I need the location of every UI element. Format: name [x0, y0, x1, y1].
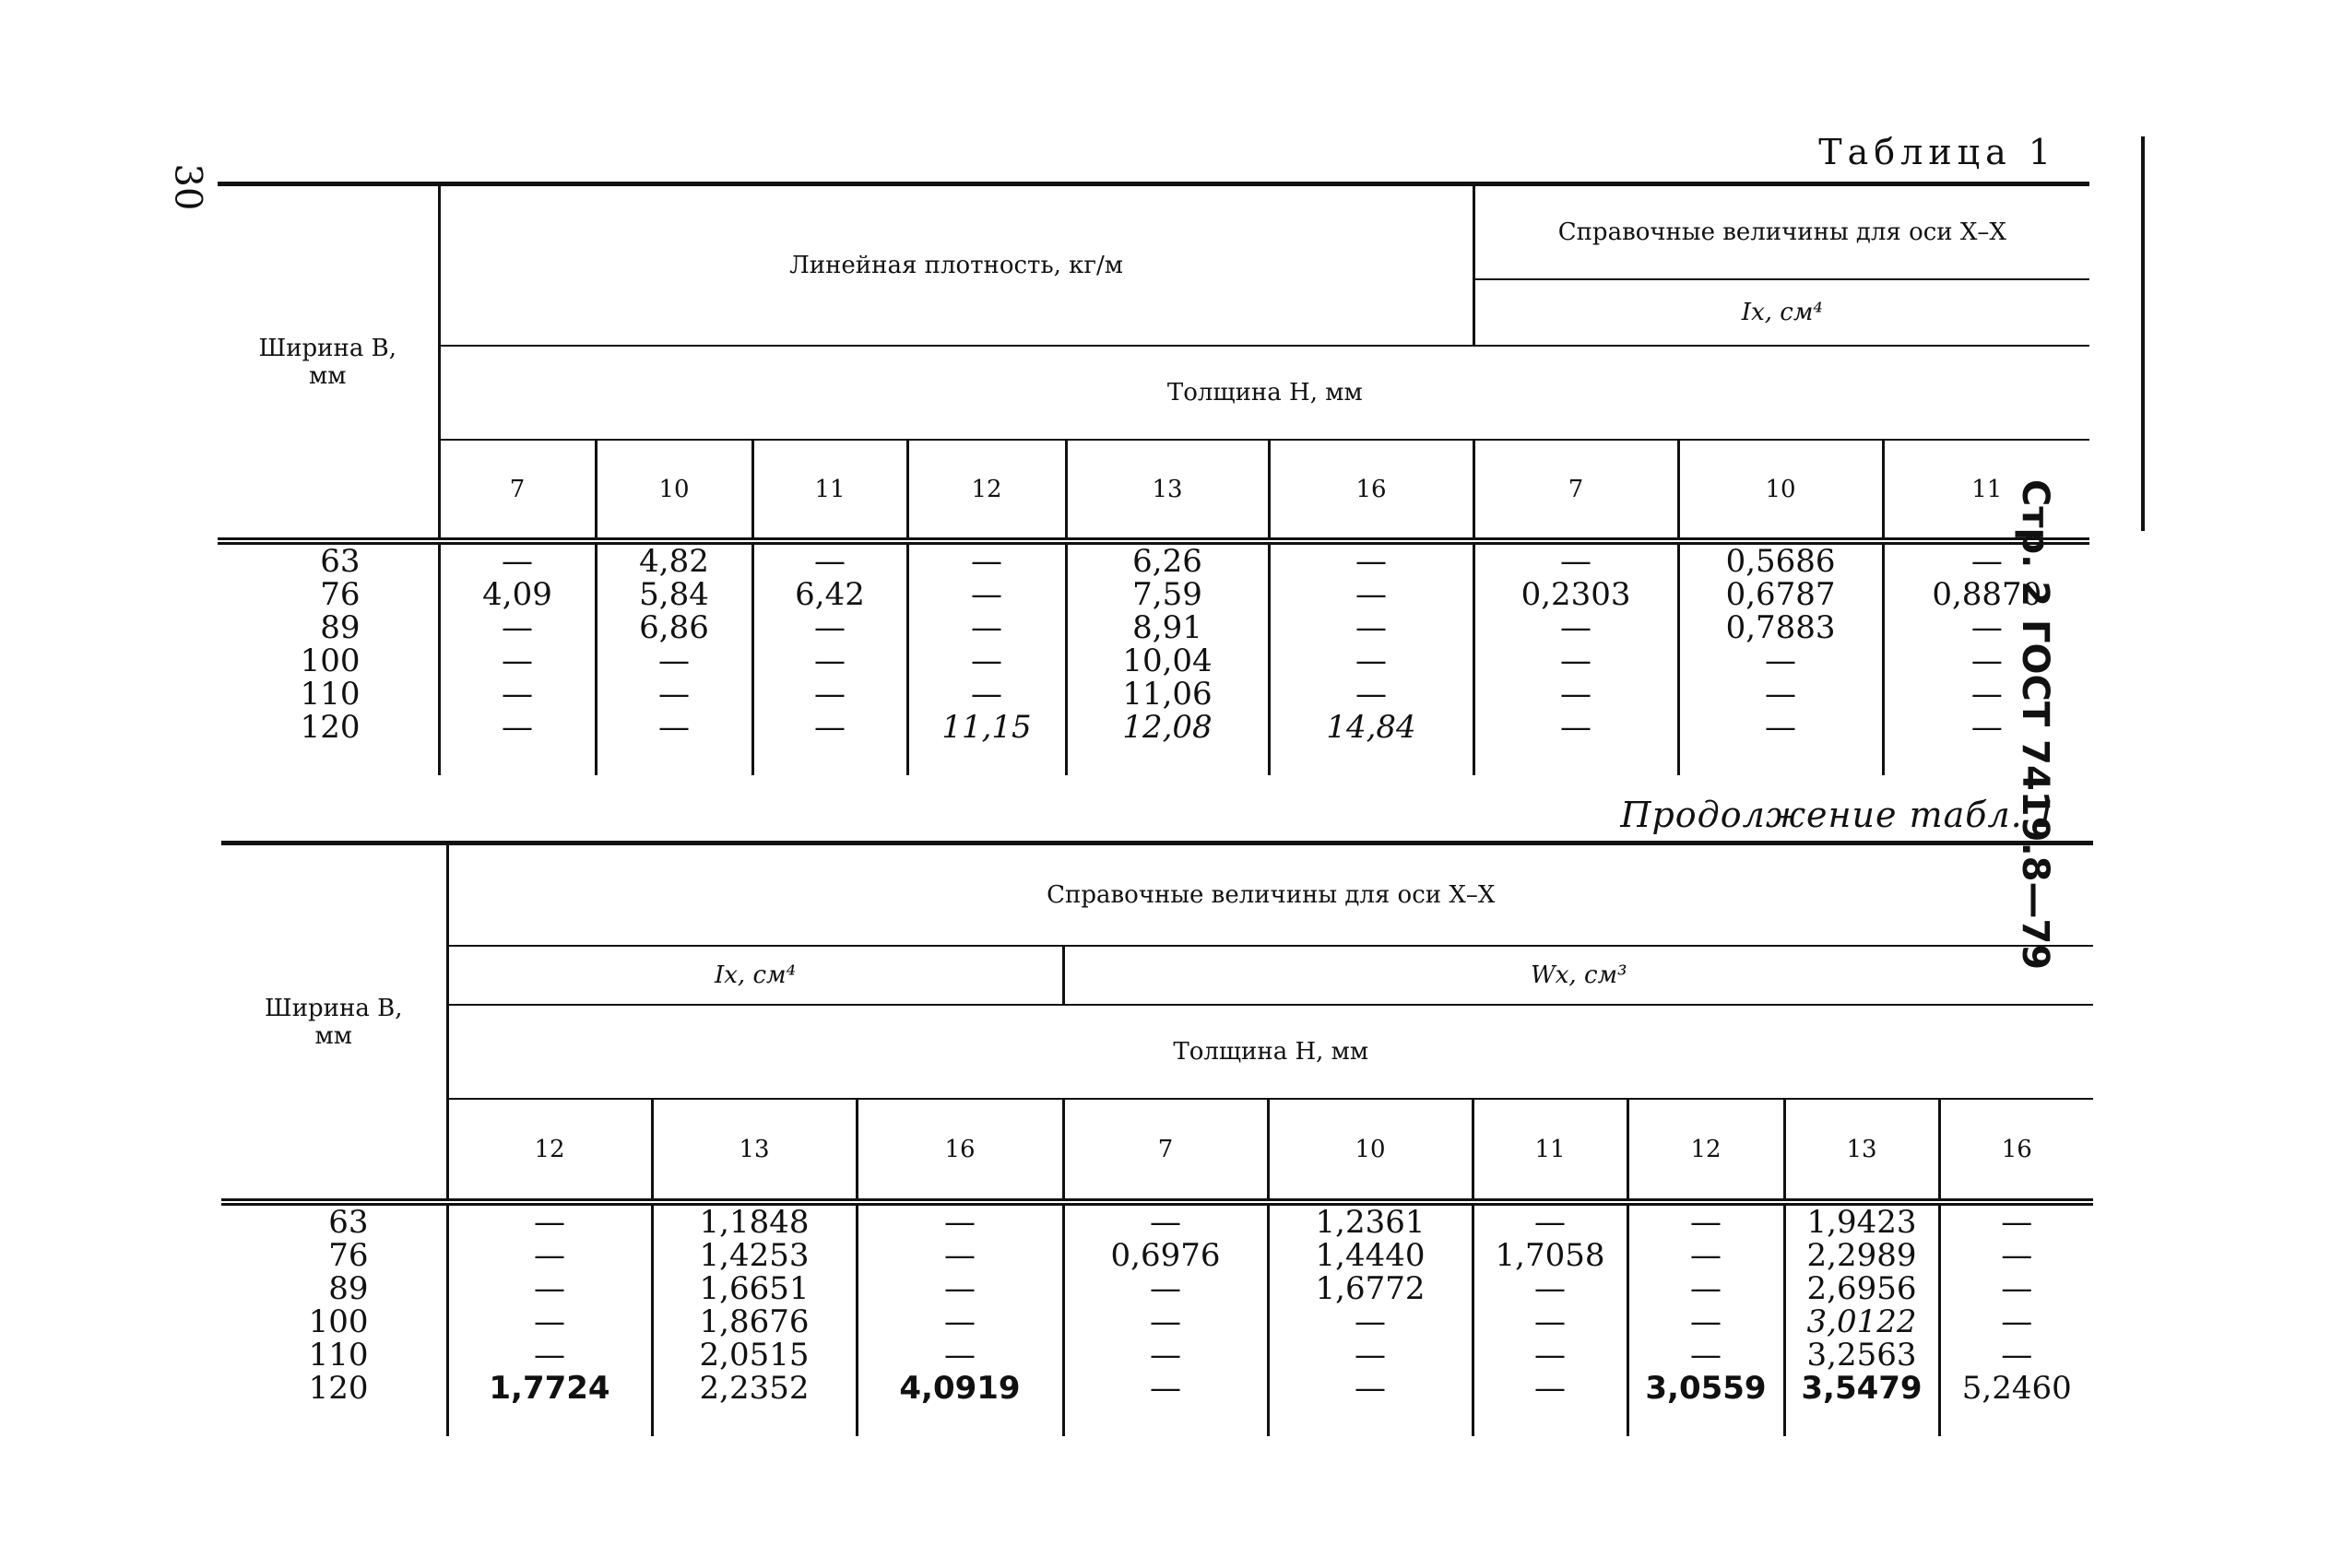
cell: 2,6956: [1806, 1270, 1917, 1307]
cell: 1,9423: [1806, 1204, 1917, 1241]
t1-thickness-col: 13: [1066, 440, 1269, 541]
cell: —: [814, 709, 846, 746]
table2-data-row: [221, 1202, 2093, 1436]
cell: —: [944, 1237, 976, 1274]
cell: —: [814, 676, 846, 713]
t2-thickness-col: 16: [1939, 1099, 2093, 1202]
cell: 100: [308, 1303, 369, 1340]
cell: —: [1534, 1337, 1566, 1373]
t2-col: [1784, 1202, 1939, 1436]
t2-thickness-col: 13: [1784, 1099, 1939, 1202]
cell: —: [534, 1204, 565, 1241]
table2-width-header: [221, 843, 447, 1203]
cell: 3,0122: [1806, 1303, 1917, 1340]
t2-col: [447, 1202, 652, 1436]
t1-thickness-col: 11: [1883, 440, 2089, 541]
t1-thickness-col: 7: [439, 440, 596, 541]
table1-density-header: Линейная плотность, кг/м: [439, 184, 1473, 347]
cell: —: [971, 576, 1002, 613]
cell: —: [1560, 543, 1592, 580]
cell: —: [971, 643, 1002, 679]
cell: —: [1690, 1270, 1722, 1307]
cell: 0,8870: [1932, 576, 2042, 613]
cell: —: [1534, 1370, 1566, 1407]
cell: —: [1970, 543, 2003, 580]
cell: —: [944, 1337, 976, 1373]
t2-thickness-col: 13: [652, 1099, 857, 1202]
cell: —: [1355, 1370, 1386, 1407]
t1-col: [752, 541, 907, 775]
t1-col: [907, 541, 1066, 775]
t2-col: [857, 1202, 1063, 1436]
cell: —: [1150, 1370, 1181, 1407]
cell: —: [1150, 1303, 1181, 1340]
cell: 12,08: [1122, 709, 1213, 746]
cell: —: [1355, 676, 1388, 713]
cell: —: [658, 676, 690, 713]
t2-thickness-col: 16: [857, 1099, 1063, 1202]
cell: 0,6976: [1110, 1237, 1221, 1274]
table2-reference-header: Справочные величины для оси X–X: [447, 843, 2093, 947]
cell: —: [1150, 1337, 1181, 1373]
side-label: Стр. 2 ГОСТ 7419.8—79: [2014, 479, 2056, 971]
cell: —: [814, 643, 846, 679]
cell: 76: [328, 1237, 369, 1274]
cell: 6,86: [639, 609, 709, 646]
cell: —: [1355, 1303, 1386, 1340]
cell: —: [1355, 609, 1388, 646]
t1-thickness-col: 10: [1678, 440, 1883, 541]
cell: —: [944, 1270, 976, 1307]
cell: 2,2989: [1806, 1237, 1917, 1274]
cell: 120: [308, 1370, 369, 1407]
table2-wx-header: Wx, см³: [1063, 946, 2093, 1005]
cell: 110: [300, 676, 361, 713]
cell: —: [2001, 1337, 2033, 1373]
cell: —: [1560, 676, 1592, 713]
cell: 11,15: [941, 709, 1032, 746]
cell: 0,6787: [1725, 576, 1836, 613]
cell: —: [1560, 709, 1592, 746]
cell: —: [971, 543, 1002, 580]
cell: 7,59: [1132, 576, 1202, 613]
cell: —: [2001, 1270, 2033, 1307]
cell: —: [1970, 643, 2003, 679]
t1-col: [439, 541, 596, 775]
cell: —: [534, 1303, 565, 1340]
cell: 5,2460: [1961, 1370, 2072, 1407]
cell: 89: [320, 609, 361, 646]
table1-width-label: Ширина B, мм: [258, 334, 396, 390]
cell: 76: [320, 576, 361, 613]
cell: —: [502, 709, 533, 746]
table1-reference-header: Справочные величины для оси X–X: [1473, 184, 2089, 280]
cell: —: [1150, 1270, 1181, 1307]
cell: —: [1534, 1270, 1566, 1307]
cell: —: [534, 1337, 565, 1373]
t2-width-values: [221, 1202, 447, 1436]
cell: 3,2563: [1806, 1337, 1917, 1373]
t1-thickness-col: 7: [1473, 440, 1678, 541]
t1-width-values: [218, 541, 439, 775]
page-number: 30: [166, 163, 209, 211]
cell: 5,84: [639, 576, 709, 613]
t1-col: [1678, 541, 1883, 775]
cell: 63: [328, 1204, 369, 1241]
table2: [221, 841, 2093, 1436]
cell: 0,2303: [1520, 576, 1631, 613]
table2-caption: Продолжение табл. 1: [1620, 795, 2058, 835]
cell: 8,91: [1132, 609, 1202, 646]
cell: —: [944, 1303, 976, 1340]
cell: —: [1534, 1204, 1566, 1241]
t1-thickness-col: 16: [1269, 440, 1473, 541]
cell: 120: [300, 709, 361, 746]
cell: 10,04: [1122, 643, 1213, 679]
cell: —: [1690, 1303, 1722, 1340]
t2-thickness-col: 11: [1473, 1099, 1627, 1202]
cell: 4,0919: [899, 1370, 1021, 1407]
cell: 63: [320, 543, 361, 580]
cell: 4,82: [639, 543, 709, 580]
cell: —: [502, 543, 533, 580]
t2-thickness-col: 12: [1627, 1099, 1784, 1202]
cell: 14,84: [1326, 709, 1416, 746]
table1: [218, 182, 2089, 775]
cell: 1,2361: [1315, 1204, 1426, 1241]
side-rule: [2141, 136, 2145, 531]
cell: —: [1534, 1303, 1566, 1340]
cell: —: [971, 676, 1002, 713]
cell: —: [1355, 576, 1388, 613]
cell: —: [1970, 709, 2003, 746]
cell: —: [1970, 676, 2003, 713]
t2-thickness-col: 10: [1268, 1099, 1473, 1202]
t1-thickness-col: 12: [907, 440, 1066, 541]
cell: 1,4440: [1315, 1237, 1426, 1274]
cell: 100: [300, 643, 361, 679]
cell: —: [1690, 1204, 1722, 1241]
cell: 11,06: [1122, 676, 1213, 713]
cell: —: [2001, 1237, 2033, 1274]
cell: 1,4253: [699, 1237, 810, 1274]
table1-thickness-header: Толщина H, мм: [439, 346, 2089, 440]
cell: —: [2001, 1303, 2033, 1340]
cell: —: [502, 643, 533, 679]
cell: —: [534, 1237, 565, 1274]
cell: 1,6772: [1315, 1270, 1426, 1307]
cell: 6,26: [1132, 543, 1202, 580]
cell: 1,7724: [489, 1370, 610, 1407]
cell: —: [1560, 643, 1592, 679]
cell: —: [1970, 609, 2003, 646]
cell: —: [502, 676, 533, 713]
t2-col: [1939, 1202, 2093, 1436]
cell: —: [1765, 709, 1797, 746]
cell: —: [1150, 1204, 1181, 1241]
cell: —: [1765, 676, 1797, 713]
cell: 0,7883: [1725, 609, 1836, 646]
cell: —: [944, 1204, 976, 1241]
cell: —: [1690, 1337, 1722, 1373]
t1-col: [1269, 541, 1473, 775]
cell: 2,0515: [699, 1337, 810, 1373]
cell: —: [2001, 1204, 2033, 1241]
cell: 1,7058: [1495, 1237, 1605, 1274]
cell: 1,8676: [699, 1303, 810, 1340]
cell: —: [658, 709, 690, 746]
t1-thickness-col: 11: [752, 440, 907, 541]
t2-col: [652, 1202, 857, 1436]
t2-col: [1627, 1202, 1784, 1436]
cell: 6,42: [795, 576, 865, 613]
cell: —: [1355, 543, 1388, 580]
table1-caption: Таблица 1: [1818, 132, 2056, 172]
t1-thickness-col: 10: [596, 440, 752, 541]
t2-thickness-col: 7: [1063, 1099, 1268, 1202]
cell: 3,0559: [1645, 1370, 1767, 1407]
t2-col: [1268, 1202, 1473, 1436]
t1-col: [1473, 541, 1678, 775]
cell: —: [1690, 1237, 1722, 1274]
table2-thickness-header: Толщина H, мм: [447, 1005, 2093, 1099]
table1-data-row: [218, 541, 2089, 775]
cell: 2,2352: [699, 1370, 810, 1407]
cell: —: [658, 643, 690, 679]
cell: 0,5686: [1725, 543, 1836, 580]
table2-width-label: Ширина B, мм: [265, 994, 403, 1050]
cell: —: [1355, 643, 1388, 679]
t2-thickness-col: 12: [447, 1099, 652, 1202]
cell: 3,5479: [1801, 1370, 1923, 1407]
cell: —: [814, 543, 846, 580]
cell: 4,09: [482, 576, 552, 613]
cell: —: [502, 609, 533, 646]
table1-width-header: [218, 184, 439, 542]
t1-col: [1883, 541, 2089, 775]
cell: —: [1560, 609, 1592, 646]
cell: 1,6651: [699, 1270, 810, 1307]
cell: 110: [308, 1337, 369, 1373]
cell: —: [1355, 1337, 1386, 1373]
t2-col: [1473, 1202, 1627, 1436]
cell: 89: [328, 1270, 369, 1307]
t1-col: [1066, 541, 1269, 775]
cell: —: [534, 1270, 565, 1307]
table2-ix-header: Ix, см⁴: [447, 946, 1063, 1005]
table1-ix-header: Ix, см⁴: [1473, 279, 2089, 346]
cell: —: [1765, 643, 1797, 679]
cell: —: [971, 609, 1002, 646]
t2-col: [1063, 1202, 1268, 1436]
cell: 1,1848: [699, 1204, 810, 1241]
cell: —: [814, 609, 846, 646]
t1-col: [596, 541, 752, 775]
